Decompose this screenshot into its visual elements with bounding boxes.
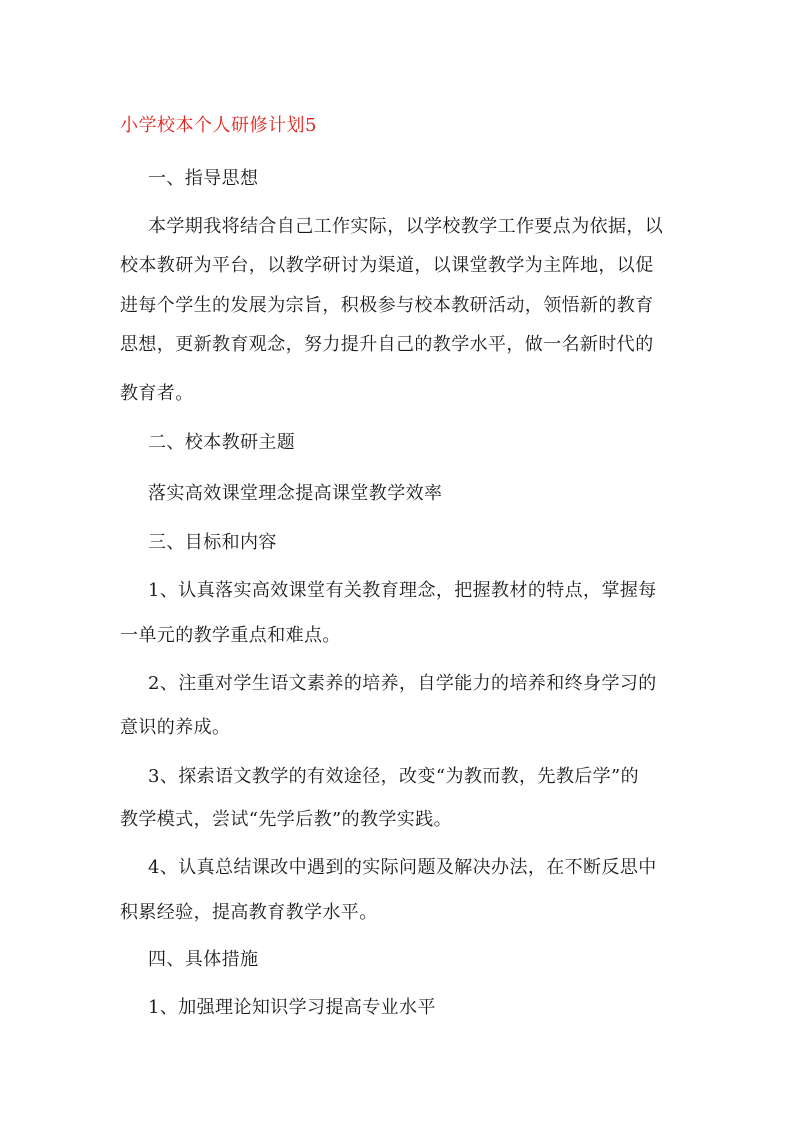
paragraph-line: 教学模式，尝试“先学后教”的教学实践。 [120,809,453,830]
paragraph-line: 4、认真总结课改中遇到的实际问题及解决办法，在不断反思中 [148,857,657,878]
paragraph-line: 教育者。 [120,383,194,404]
paragraph-line: 进每个学生的发展为宗旨，积极参与校本教研活动，领悟新的教育 [120,295,654,316]
document-title: 小学校本个人研修计划5 [120,115,317,136]
paragraph-line: 1、认真落实高效课堂有关教育理念，把握教材的特点，掌握每 [148,580,657,601]
section-heading: 一、指导思想 [148,168,259,189]
paragraph-line: 校本教研为平台，以教学研讨为渠道，以课堂教学为主阵地，以促 [120,255,654,276]
paragraph-line: 意识的养成。 [120,717,231,738]
paragraph-line: 2、注重对学生语文素养的培养，自学能力的培养和终身学习的 [148,673,657,694]
paragraph-line: 思想，更新教育观念，努力提升自己的教学水平，做一名新时代的 [120,334,654,355]
paragraph-line: 1、加强理论知识学习提高专业水平 [148,997,436,1018]
paragraph-line: 3、探索语文教学的有效途径，改变“为教而教，先教后学”的 [148,766,640,787]
paragraph-line: 落实高效课堂理念提高课堂教学效率 [148,483,443,504]
paragraph-line: 本学期我将结合自己工作实际，以学校教学工作要点为依据，以 [148,216,664,237]
paragraph-line: 一单元的教学重点和难点。 [120,625,341,646]
section-heading: 三、目标和内容 [148,532,277,553]
section-heading: 二、校本教研主题 [148,432,296,453]
paragraph-line: 积累经验，提高教育教学水平。 [120,902,378,923]
section-heading: 四、具体措施 [148,949,259,970]
